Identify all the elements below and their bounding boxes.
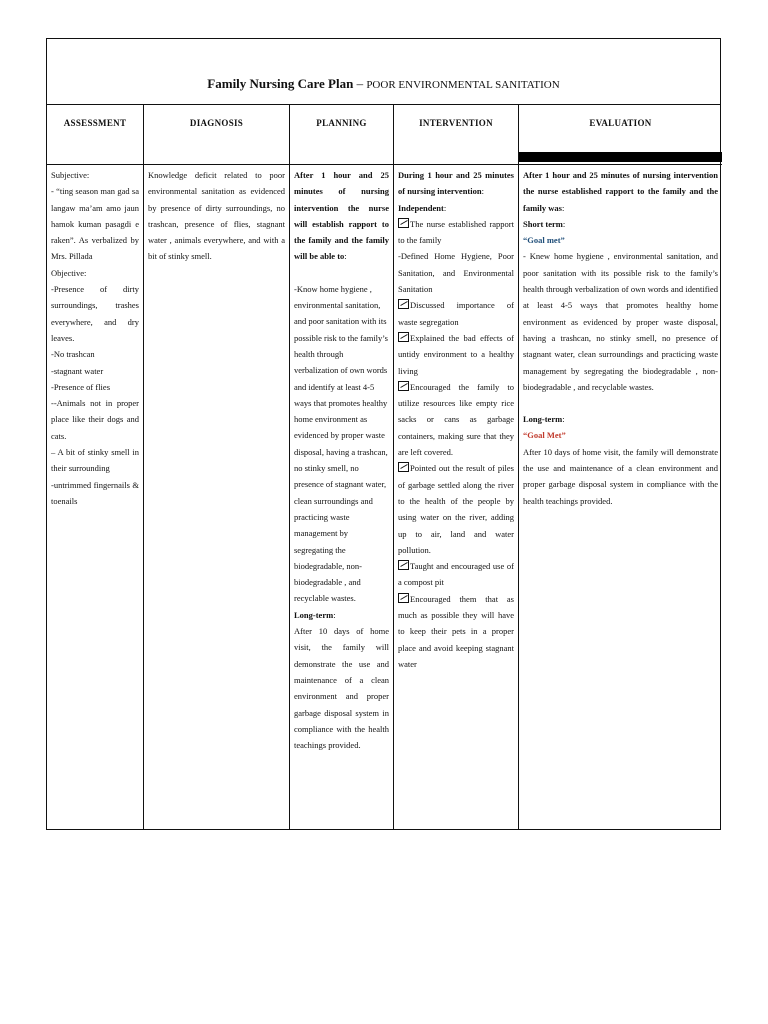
planning-intro-colon: : [344,251,347,262]
title-sub: POOR ENVIRONMENTAL SANITATION [366,79,560,91]
intervention-item: The nurse established rapport to the family [398,218,514,246]
long-term-goal-status: “Goal Met” [523,430,566,441]
assessment-line: --Animals not in proper place like their dogs and cats. [51,398,139,441]
title-row [47,39,720,105]
planning-header: PLANNING [316,118,367,128]
independent-colon: : [443,202,447,213]
planning-body [294,167,389,753]
intervention-intro-colon: : [481,186,484,197]
assessment-line: -stagnant water [51,365,104,376]
checkbox-icon [398,299,409,309]
evaluation-header: EVALUATION [589,118,652,128]
care-plan-table [46,38,721,830]
diagnosis-body [148,167,285,265]
intervention-item: Explained the bad effects of untidy environment to a healthy living [398,332,514,376]
header-divider [394,164,518,165]
planning-intro: After 1 hour and 25 minutes of nursing intervention the nurse will establish rapport to the family and the family will be able to [294,170,389,262]
checkbox-icon [398,593,409,603]
long-term-evaluation: After 10 days of home visit, the family will demonstrate the use and maintenance of a clean environment and proper garbage disposal system in compliance with the health teachings provided. [523,446,718,506]
checkbox-icon [398,462,409,472]
long-term-colon: : [562,414,565,425]
planning-short-term: -Know home hygiene , environmental sanitation, and poor sanitation with its possible risk to the family’s health through verbalization of own words and identify at least 4-5 ways that promotes healthy home environment as evidenced by proper waste disposal, having a trashcan, no stinky smell, no presence of stagnant water, clean surroundings and practicing waste management by segregating the biodegradable, non-biodegradable , and recyclable wastes. [294,283,388,604]
short-term-colon: : [562,218,566,229]
intervention-item: Taught and encouraged use of a compost pit [398,561,514,588]
intervention-body [398,167,514,672]
intervention-item: -Defined Home Hygiene, Poor Sanitation, and Environmental Sanitation [398,251,514,295]
checkbox-icon [398,381,409,391]
intervention-column [394,105,519,829]
independent-label: Independent [398,202,444,213]
evaluation-column [519,105,722,829]
assessment-line: -Presence of flies [51,381,111,392]
diagnosis-column [144,105,290,829]
page-title [47,76,720,92]
assessment-line: Subjective: [51,170,90,180]
short-term-evaluation: - Knew home hygiene , environmental sanitation, and poor sanitation with its possible risk to the family’s health through verbalization of own words and identified at least 4-5 ways that promotes healthy home environment as evidenced by proper waste disposal, having a trashcan, no stinky smell, no presence of stagnant water, clean surroundings and practicing waste management by segregating the biodegradable , non-biodegradable , and recyclable wastes. [523,251,718,392]
intervention-item: Encouraged the family to utilize resources like empty rice sacks or cans as garbage containers, making sure that they are left covered. [398,381,514,458]
evaluation-intro-colon: : [561,202,565,213]
assessment-line: Objective: [51,267,87,278]
planning-column [290,105,394,829]
assessment-line: – A bit of stinky smell in their surrounding [51,447,139,474]
assessment-header: ASSESSMENT [63,118,127,128]
header-shade-bar [519,152,722,162]
checkbox-icon [398,560,409,570]
title-main: Family Nursing Care Plan [207,76,354,91]
assessment-line: -untrimmed fingernails & toenails [51,479,139,506]
header-divider [290,164,393,165]
long-term-label: Long-term [523,414,563,425]
planning-long-label: Long-term [294,609,334,620]
evaluation-body [523,167,718,509]
intervention-item: Encouraged them that as much as possible they will have to keep their pets in a proper place and avoid keeping stagnant water [398,593,514,669]
planning-long-colon: : [333,609,336,620]
assessment-line: - “ting season man gad sa langaw ma’am amo jaun hamok kuman pasagdi e raken”. As verbalized by Mrs. Pillada [51,186,139,262]
title-dash: – [353,76,367,91]
assessment-line: -Presence of dirty surroundings, trashes everywhere, and dry leaves. [51,284,139,343]
short-term-label: Short term [523,218,563,229]
assessment-column [47,105,144,829]
short-term-goal-status: “Goal met” [523,235,565,246]
assessment-body [51,167,139,509]
diagnosis-header: DIAGNOSIS [189,118,244,128]
intervention-item: Discussed importance of waste segregation [398,300,514,327]
header-divider [47,164,143,165]
planning-long-term: After 10 days of home visit, the family will demonstrate the use and maintenance of a clean environment and proper garbage disposal system in compliance with the health teachings provided. [294,626,389,751]
checkbox-icon [398,218,409,228]
intervention-header: INTERVENTION [419,118,493,128]
intervention-intro: During 1 hour and 25 minutes of nursing intervention [398,170,514,197]
intervention-item: Pointed out the result of piles of garbage settled along the river to the health of the people by using water on the river, adding up to air, land and water pollution. [398,463,514,555]
header-divider [144,164,289,165]
assessment-line: -No trashcan [51,349,95,360]
checkbox-icon [398,332,409,342]
header-divider [519,164,722,165]
diagnosis-text: Knowledge deficit related to poor environmental sanitation as evidenced by presence of dirty surroundings, no trashcan, presence of flies, stagnant water , animals everywhere, and with a bit of stinky smell. [148,170,285,262]
evaluation-intro: After 1 hour and 25 minutes of nursing intervention the nurse established rapport to the family and the family was [523,170,718,213]
